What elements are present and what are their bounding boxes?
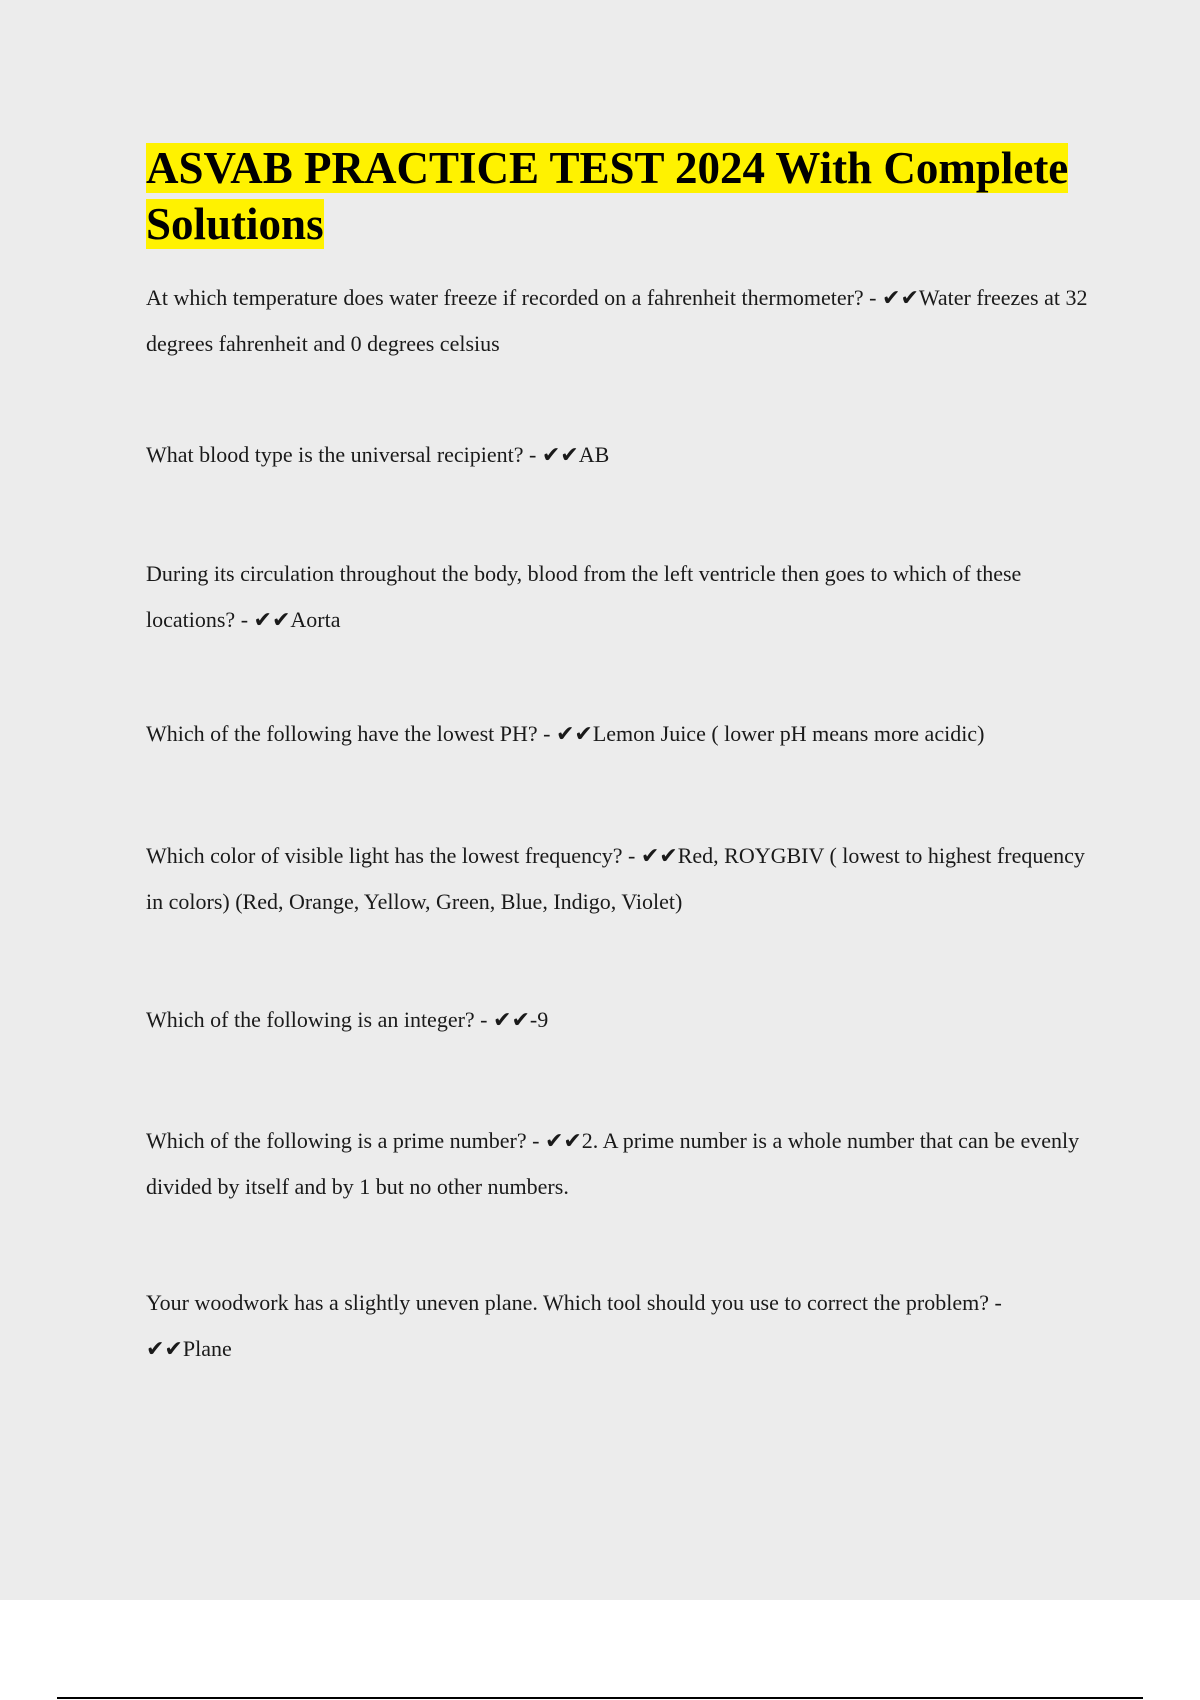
qa-item-7: Which of the following is a prime number? - ✔✔2. A prime number is a whole number that can be evenly divided by itself and by 1 but no other numbers.: [146, 1128, 1080, 1199]
qa-item-2: What blood type is the universal recipient? - ✔✔AB: [146, 442, 610, 467]
qa-item-8: Your woodwork has a slightly uneven plane. Which tool should you use to correct the problem? - ✔✔Plane: [146, 1290, 1002, 1361]
footer-divider: [57, 1697, 1143, 1699]
qa-item-1: At which temperature does water freeze if recorded on a fahrenheit thermometer? - ✔✔Water freezes at 32 degrees fahrenheit and 0 degrees celsius: [146, 285, 1088, 356]
document-content: [146, 140, 1091, 1361]
document-title: [146, 140, 1091, 252]
qa-item-3: During its circulation throughout the body, blood from the left ventricle then goes to which of these locations? - ✔✔Aorta: [146, 561, 1022, 632]
title-highlight: ASVAB PRACTICE TEST 2024 With Complete Solutions: [146, 143, 1069, 249]
qa-item-4: Which of the following have the lowest PH? - ✔✔Lemon Juice ( lower pH means more acidic): [146, 721, 985, 746]
qa-item-5: Which color of visible light has the lowest frequency? - ✔✔Red, ROYGBIV ( lowest to highest frequency in colors) (Red, Orange, Yellow, Green, Blue, Indigo, Violet): [146, 843, 1085, 914]
qa-item-6: Which of the following is an integer? - ✔✔-9: [146, 1007, 549, 1032]
